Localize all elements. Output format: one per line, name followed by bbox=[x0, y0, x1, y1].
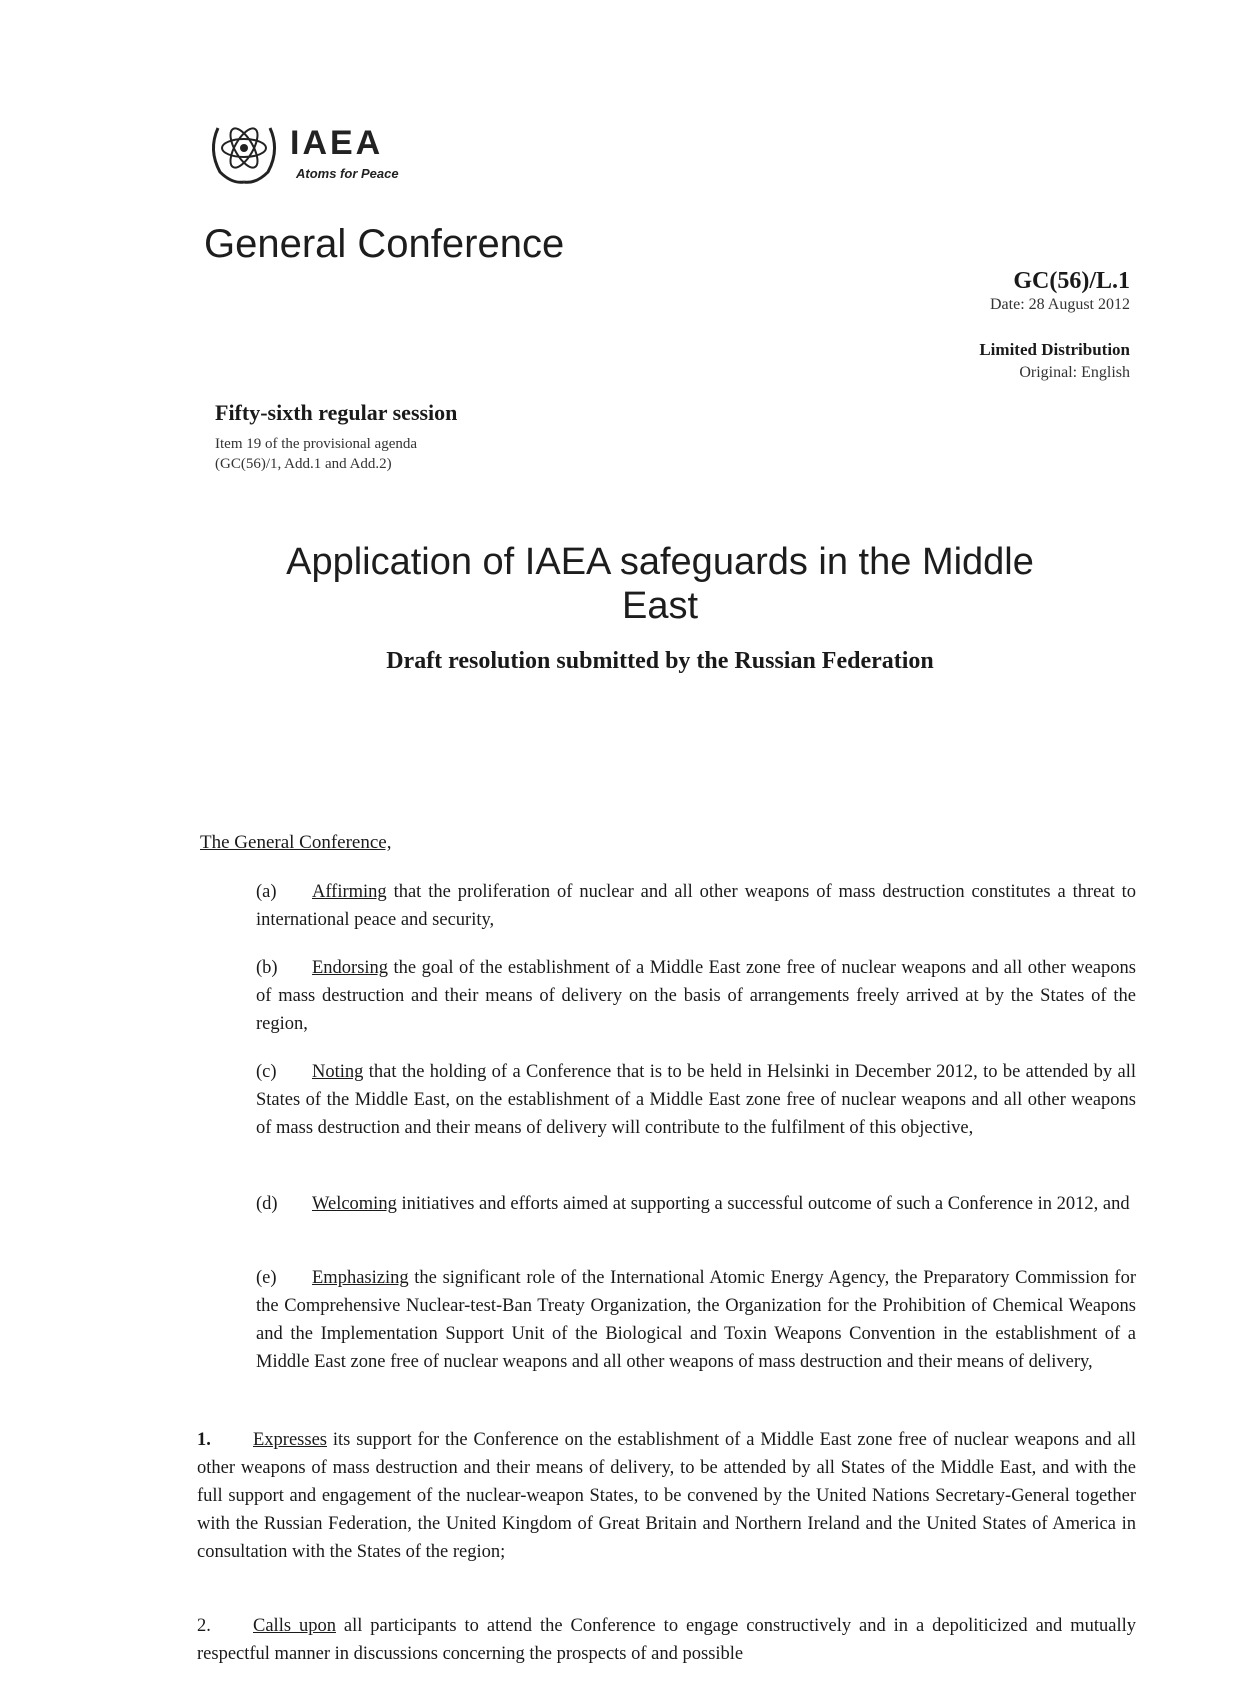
paragraph-label: (a) bbox=[256, 882, 277, 902]
paragraph-keyword: Welcoming bbox=[312, 1194, 397, 1214]
operative-paragraph bbox=[197, 1426, 1136, 1566]
agenda-item-refs: (GC(56)/1, Add.1 and Add.2) bbox=[215, 456, 392, 472]
resolution-title-line1: Application of IAEA safeguards in the Middle bbox=[286, 541, 1034, 583]
agenda-item-line: Item 19 of the provisional agenda bbox=[215, 436, 418, 452]
paragraph-text: the significant role of the International Atomic Energy Agency, the Preparatory Commission for the Comprehensive Nuclear-test-Ban Treaty Organization, the Organization for the Prohibition of Chemical Weapons and the Implementation Support Unit of the Biological and Toxin Weapons Convention in the establishment of a Middle East zone free of nuclear weapons and all other weapons of mass destruction and their means of delivery, bbox=[256, 1268, 1136, 1372]
original-language: Original: English bbox=[1019, 364, 1130, 381]
resolution-subtitle: Draft resolution submitted by the Russian Federation bbox=[386, 648, 934, 674]
preambular-paragraph bbox=[256, 878, 1136, 934]
document-date: Date: 28 August 2012 bbox=[990, 296, 1130, 313]
agenda-item bbox=[215, 434, 417, 474]
logo-tagline: Atoms for Peace bbox=[296, 166, 399, 181]
iaea-logo bbox=[204, 110, 414, 190]
paragraph-keyword: Affirming bbox=[312, 882, 387, 902]
logo-wordmark: IAEA bbox=[290, 124, 384, 162]
preambular-paragraph bbox=[256, 1190, 1136, 1218]
preambular-paragraph bbox=[256, 1264, 1136, 1376]
paragraph-keyword: Expresses bbox=[253, 1430, 327, 1450]
paragraph-text: the goal of the establishment of a Middle East zone free of nuclear weapons and all other weapons of mass destruction and their means of delivery on the basis of arrangements freely arrived at by the States of the region, bbox=[256, 958, 1136, 1034]
opening-phrase: The General Conference, bbox=[200, 832, 392, 853]
paragraph-keyword: Emphasizing bbox=[312, 1268, 409, 1288]
paragraph-text: all participants to attend the Conference to engage constructively and in a depoliticized and mutually respectful manner in discussions concerning the prospects of and possible bbox=[197, 1616, 1136, 1664]
paragraph-label: (c) bbox=[256, 1062, 277, 1082]
distribution-label: Limited Distribution bbox=[979, 340, 1130, 359]
paragraph-text: initiatives and efforts aimed at supporting a successful outcome of such a Conference in 2012, and bbox=[396, 1194, 1130, 1214]
paragraph-label: (e) bbox=[256, 1268, 277, 1288]
paragraph-number: 1. bbox=[197, 1430, 211, 1450]
document-symbol: GC(56)/L.1 bbox=[1013, 268, 1130, 294]
resolution-title-line2: East bbox=[621, 585, 699, 627]
paragraph-text: its support for the Conference on the establishment of a Middle East zone free of nuclear weapons and all other weapons of mass destruction and their means of delivery, to be attended by all States of the Middle East, and with the full support and engagement of the nuclear-weapon States, to be convened by the United Nations Secretary-General together with the Russian Federation, the United Kingdom of Great Britain and Northern Ireland and the United States of America in consultation with the States of the region; bbox=[197, 1430, 1136, 1562]
conference-title: General Conference bbox=[204, 222, 565, 266]
paragraph-number: 2. bbox=[197, 1616, 211, 1636]
atom-emblem-icon bbox=[204, 110, 284, 190]
operative-paragraph bbox=[197, 1612, 1136, 1668]
paragraph-label: (d) bbox=[256, 1194, 278, 1214]
paragraph-keyword: Endorsing bbox=[312, 958, 389, 978]
paragraph-keyword: Calls upon bbox=[253, 1616, 336, 1636]
paragraph-text: that the holding of a Conference that is to be held in Helsinki in December 2012, to be attended by all States of the Middle East, on the establishment of a Middle East zone free of nuclear weapons and all other weapons of mass destruction and their means of delivery will contribute to the fulfilment of this objective, bbox=[256, 1062, 1136, 1138]
preambular-paragraph bbox=[256, 1058, 1136, 1142]
session-name: Fifty-sixth regular session bbox=[215, 400, 458, 425]
paragraph-label: (b) bbox=[256, 958, 278, 978]
preambular-paragraph bbox=[256, 954, 1136, 1038]
paragraph-keyword: Noting bbox=[312, 1062, 364, 1082]
resolution-title bbox=[160, 540, 1160, 628]
paragraph-text: that the proliferation of nuclear and all other weapons of mass destruction constitutes a threat to international peace and security, bbox=[256, 882, 1136, 930]
